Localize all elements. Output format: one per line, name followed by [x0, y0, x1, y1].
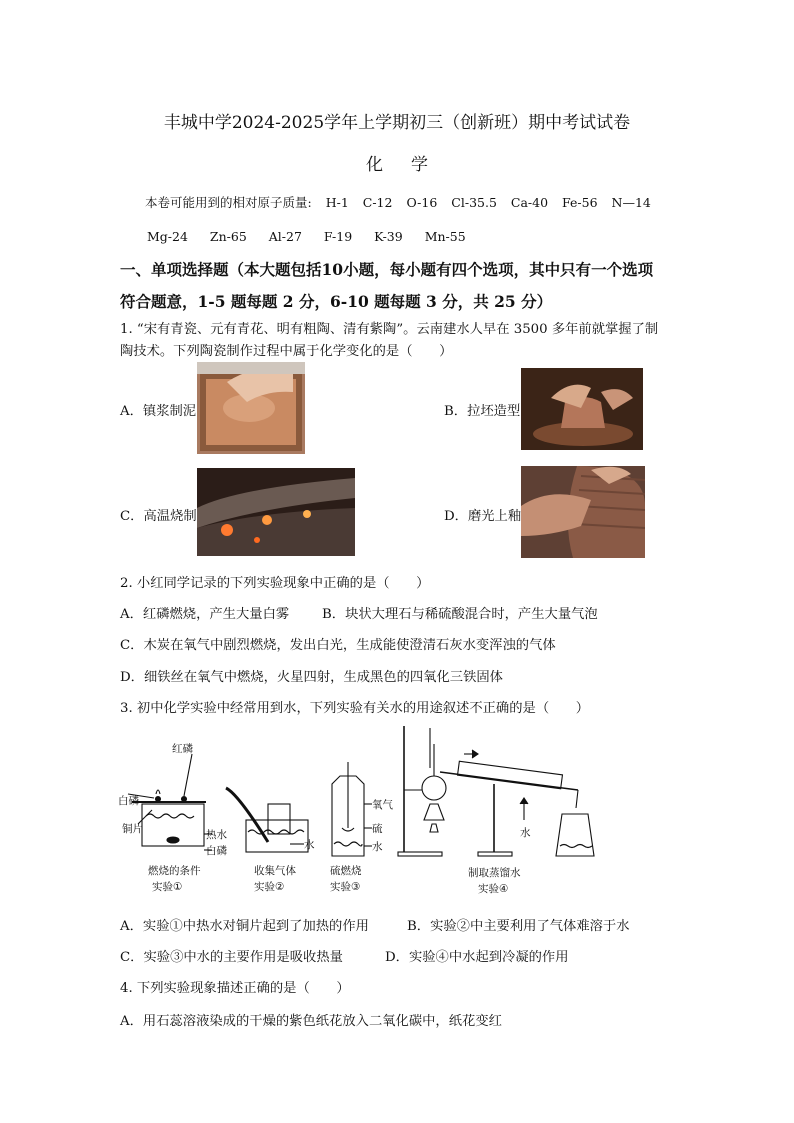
label-white-phosphorus: 白磷: [118, 795, 139, 807]
burner-stand: [424, 804, 444, 820]
distilling-flask: [422, 776, 446, 800]
q2-option-d: D．细铁丝在氧气中燃烧，火星四射，生成黑色的四氧化三铁固体: [120, 670, 503, 685]
photo-clay-mixing: [197, 362, 305, 454]
q1-option-d: D．磨光上釉: [444, 509, 522, 524]
glazing-illustration: [521, 466, 645, 558]
mass-item: Mn-55: [424, 229, 466, 244]
caption-exp2-line2: 实验②: [254, 881, 285, 893]
gas-bottle: [268, 804, 290, 834]
caption-exp4-line2: 实验④: [478, 883, 509, 895]
caption-exp3-line2: 实验③: [330, 881, 361, 893]
atomic-mass-line1: [145, 193, 661, 211]
label-hot-water: 热水: [206, 829, 227, 841]
exam-title: 丰城中学2024-2025学年上学期初三（创新班）期中考试试卷: [163, 113, 631, 133]
q3-experiment-figure: [118, 724, 598, 904]
mass-item: Cl-35.5: [451, 195, 497, 210]
caption-exp1-line2: 实验①: [152, 881, 183, 893]
q4-option-a: A．用石蕊溶液染成的干燥的紫色纸花放入二氧化碳中，纸花变红: [120, 1014, 502, 1029]
q1-option-a: A．镇浆制泥: [120, 404, 197, 419]
q2-stem: 2. 小红同学记录的下列实验现象中正确的是（ ）: [120, 576, 430, 591]
mass-item: H-1: [325, 195, 349, 210]
label-white-phosphorus-2: 白磷: [206, 845, 227, 857]
mass-item: Ca-40: [510, 195, 549, 210]
caption-exp3-line1: 硫燃烧: [330, 865, 362, 877]
q2-option-a: A．红磷燃烧，产生大量白雾: [120, 607, 290, 622]
q3-stem: 3. 初中化学实验中经常用到水，下列实验有关水的用途叙述不正确的是（ ）: [120, 701, 590, 716]
wheel-throwing-illustration: [521, 368, 643, 450]
flame-icon: [156, 790, 160, 794]
subject-title: 化学: [366, 155, 456, 175]
photo-wheel-throwing: [521, 368, 643, 450]
white-phosphorus-bottom: [167, 837, 179, 843]
label-sulfur: 硫: [372, 823, 383, 835]
mass-item: C-12: [362, 195, 393, 210]
mass-item: Al-27: [268, 229, 302, 244]
mass-item: Zn-65: [209, 229, 247, 244]
photo-kiln-firing: [197, 468, 355, 556]
atomic-mass-line2: [147, 229, 484, 244]
mass-item: N—14: [611, 195, 651, 210]
photo-glazing: [521, 466, 645, 558]
mass-item: F-19: [323, 229, 353, 244]
clay-mixing-illustration: [197, 362, 305, 454]
kiln-firing-illustration: [197, 468, 355, 556]
caption-exp1-line1: 燃烧的条件: [148, 865, 201, 877]
q3-option-d: D．实验④中水起到冷凝的作用: [385, 950, 569, 965]
alcohol-lamp: [430, 824, 438, 832]
section-heading-line1: 一、单项选择题（本大题包括10小题，每小题有四个选项，其中只有一个选项: [120, 260, 654, 279]
q4-stem: 4. 下列实验现象描述正确的是（ ）: [120, 981, 350, 996]
q2-option-c: C．木炭在氧气中剧烈燃烧，发出白光，生成能使澄清石灰水变浑浊的气体: [120, 638, 556, 653]
q3-option-a: A．实验①中热水对铜片起到了加热的作用: [120, 919, 369, 934]
q1-stem-line2: 陶技术。下列陶瓷制作过程中属于化学变化的是（ ）: [120, 344, 453, 359]
stand-base: [398, 852, 442, 856]
q1-stem-line1: 1. “宋有青瓷、元有青花、明有粗陶、清有紫陶”。云南建水人早在 3500 多年前就掌握了制: [120, 322, 659, 337]
mass-item: Mg-24: [147, 229, 188, 244]
caption-exp2-line1: 收集气体: [254, 865, 296, 877]
red-phosphorus: [182, 797, 187, 802]
label-copper: 铜片: [122, 823, 143, 835]
q1-option-c: C．高温烧制: [120, 509, 197, 524]
mass-item: O-16: [406, 195, 438, 210]
label-oxygen: 氧气: [372, 799, 393, 811]
caption-exp4-line1: 制取蒸馏水: [468, 867, 521, 879]
receiving-flask: [556, 814, 594, 856]
section-heading-line2: 符合题意，1-5 题每题 2 分，6-10 题每题 3 分，共 25 分）: [120, 292, 553, 311]
hot-water-surface: [146, 814, 194, 818]
q3-option-c: C．实验③中水的主要作用是吸收热量: [120, 950, 343, 965]
label-red-phosphorus: 红磷: [172, 743, 193, 755]
mass-item: K-39: [374, 229, 403, 244]
label-water-exp2: 水: [304, 839, 315, 851]
atomic-mass-intro: 本卷可能用到的相对原子质量:: [145, 195, 312, 210]
q2-option-b: B．块状大理石与稀硫酸混合时，产生大量气泡: [322, 607, 598, 622]
mass-item: Fe-56: [562, 195, 598, 210]
q1-option-b: B．拉坯造型: [444, 404, 521, 419]
label-water-exp3: 水: [372, 841, 383, 853]
q3-option-b: B．实验②中主要利用了气体难溶于水: [407, 919, 630, 934]
label-water-exp4: 水: [520, 827, 531, 839]
condenser: [458, 761, 563, 788]
white-phosphorus: [156, 797, 161, 802]
delivery-tube: [226, 788, 268, 842]
